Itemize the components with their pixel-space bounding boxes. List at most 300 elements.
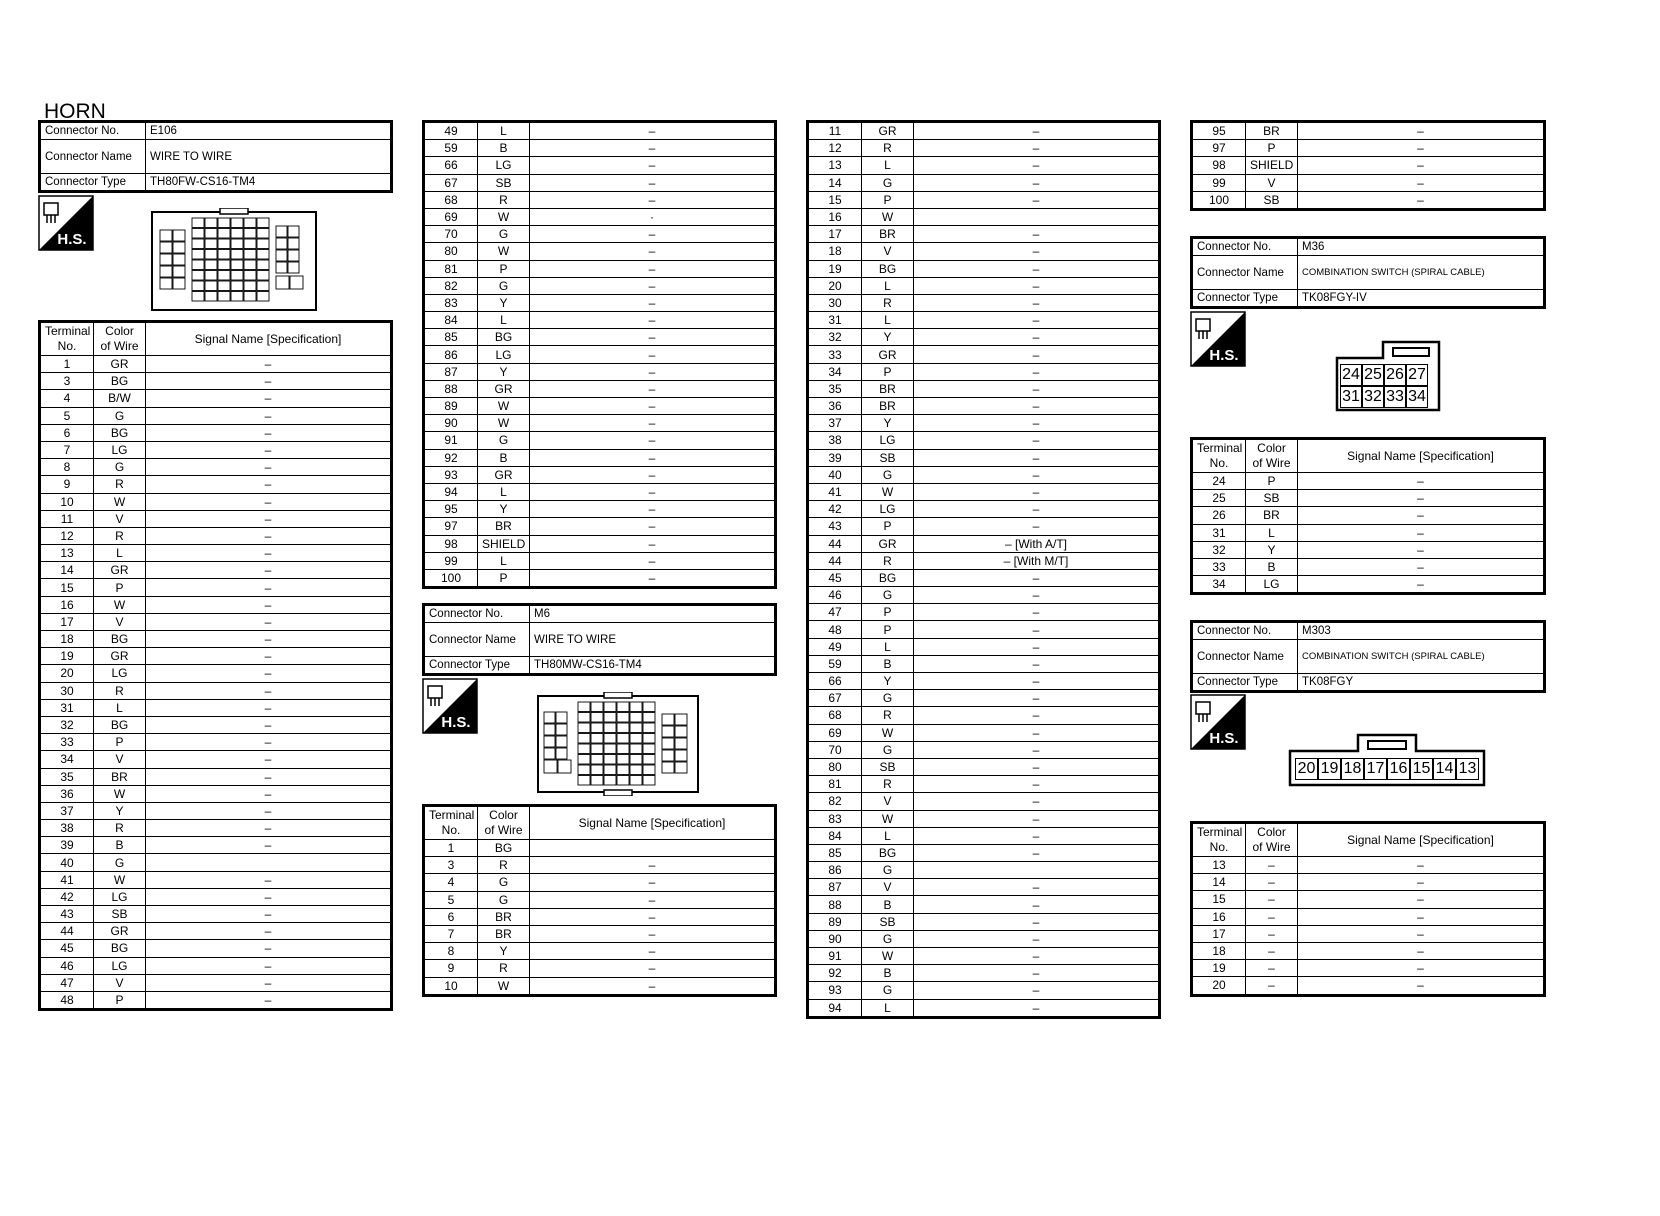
- table-row: [40, 940, 392, 957]
- connector-cavity: [205, 218, 217, 228]
- signal-name-cell: –: [146, 631, 392, 648]
- wire-color-cell: SHIELD: [1246, 157, 1298, 174]
- wire-color-cell: SB: [862, 449, 914, 466]
- terminal-table-2a: [422, 120, 777, 589]
- terminal-cell: 32: [40, 716, 94, 733]
- table-row: [424, 122, 776, 140]
- terminal-cell: 33: [1192, 558, 1246, 575]
- connector-cavity: [630, 776, 642, 786]
- terminal-cell: 89: [424, 398, 478, 415]
- signal-name-cell: –: [530, 891, 776, 908]
- connector-cavity: [192, 218, 204, 228]
- wire-color-cell: P: [862, 518, 914, 535]
- table-row: [424, 398, 776, 415]
- connector-cavity: [643, 734, 655, 744]
- wire-color-cell: LG: [94, 888, 146, 905]
- connector-cavity: [218, 229, 230, 239]
- wire-color-cell: G: [94, 854, 146, 871]
- signal-name-cell: –: [1298, 191, 1545, 209]
- connector-cavity: [591, 734, 603, 744]
- wire-color-cell: P: [94, 991, 146, 1009]
- wire-color-cell: B: [862, 965, 914, 982]
- wire-color-cell: P: [862, 363, 914, 380]
- table-row: [40, 734, 392, 751]
- column-4-info-m36: [1190, 236, 1546, 309]
- terminal-table-m36: [1190, 437, 1546, 595]
- terminal-cell: 69: [424, 208, 478, 225]
- table-row: [424, 208, 776, 225]
- col-header-terminal: Terminal No.: [40, 322, 94, 356]
- table-row: [1192, 857, 1545, 874]
- table-row: [40, 510, 392, 527]
- wire-color-cell: L: [94, 545, 146, 562]
- terminal-cell: 7: [424, 925, 478, 942]
- wire-color-cell: W: [862, 724, 914, 741]
- wire-color-cell: P: [862, 621, 914, 638]
- table-row: [1192, 925, 1545, 942]
- signal-name-cell: –: [914, 226, 1160, 243]
- signal-name-cell: –: [914, 432, 1160, 449]
- connector-cavity: [257, 271, 269, 281]
- signal-name-cell: –: [146, 648, 392, 665]
- signal-name-cell: –: [914, 191, 1160, 208]
- terminal-cell: 85: [424, 329, 478, 346]
- table-row: [1192, 977, 1545, 995]
- connector-cavity: [192, 239, 204, 249]
- connector-cavity: [617, 765, 629, 775]
- terminal-cell: 11: [808, 122, 862, 140]
- signal-name-cell: –: [914, 896, 1160, 913]
- connector-type-value: TK08FGY: [1298, 674, 1545, 692]
- table-row: [424, 925, 776, 942]
- terminal-cell: 37: [808, 415, 862, 432]
- table-row: [808, 174, 1160, 191]
- terminal-cell: 30: [808, 294, 862, 311]
- signal-name-cell: –: [914, 673, 1160, 690]
- signal-name-cell: –: [530, 943, 776, 960]
- wire-color-cell: W: [478, 208, 530, 225]
- wire-color-cell: GR: [862, 122, 914, 140]
- wire-color-cell: –: [1246, 960, 1298, 977]
- table-row: [40, 837, 392, 854]
- connector-cavity: [662, 762, 674, 773]
- table-row: [40, 802, 392, 819]
- connector-cavity: [604, 776, 616, 786]
- signal-name-cell: –: [146, 476, 392, 493]
- terminal-cell: 31: [808, 312, 862, 329]
- connector-cavity: [578, 765, 590, 775]
- hs-label: H.S.: [1209, 730, 1239, 747]
- terminal-cell: 15: [40, 579, 94, 596]
- signal-name-cell: –: [530, 380, 776, 397]
- table-row: [1192, 524, 1545, 541]
- terminal-cell: 39: [808, 449, 862, 466]
- signal-name-cell: –: [914, 965, 1160, 982]
- terminal-cell: 87: [808, 879, 862, 896]
- signal-name-cell: –: [146, 510, 392, 527]
- connector-cavity: [205, 250, 217, 260]
- page-title: HORN: [44, 100, 106, 123]
- wire-color-cell: R: [862, 707, 914, 724]
- signal-name-cell: –: [146, 356, 392, 373]
- terminal-cell: 92: [808, 965, 862, 982]
- col-header-terminal: Terminal No.: [424, 806, 478, 840]
- signal-name-cell: –: [1298, 960, 1545, 977]
- signal-name-cell: –: [1298, 874, 1545, 891]
- wire-color-cell: V: [94, 751, 146, 768]
- connector-cavity: [173, 266, 185, 277]
- signal-name-cell: –: [914, 346, 1160, 363]
- wire-color-cell: W: [478, 398, 530, 415]
- signal-name-cell: –: [530, 874, 776, 891]
- terminal-cell: 93: [424, 466, 478, 483]
- signal-name-cell: –: [914, 948, 1160, 965]
- terminal-cell: 82: [424, 277, 478, 294]
- wire-color-cell: BG: [94, 373, 146, 390]
- wire-color-cell: –: [1246, 908, 1298, 925]
- terminal-cell: 59: [424, 140, 478, 157]
- wire-color-cell: G: [478, 432, 530, 449]
- table-row: [808, 638, 1160, 655]
- pin-label: 16: [1387, 758, 1410, 780]
- connector-cavity: [578, 702, 590, 712]
- connector-cavity: [630, 755, 642, 765]
- wire-color-cell: LG: [94, 957, 146, 974]
- table-row: [808, 518, 1160, 535]
- table-row: [808, 741, 1160, 758]
- wire-color-cell: B: [478, 449, 530, 466]
- signal-name-cell: –: [530, 908, 776, 925]
- wire-color-cell: W: [862, 483, 914, 500]
- wire-color-cell: G: [862, 862, 914, 879]
- connector-cavity: [192, 250, 204, 260]
- table-row: [808, 363, 1160, 380]
- table-row: [424, 329, 776, 346]
- table-row: [424, 191, 776, 208]
- signal-name-cell: –: [530, 925, 776, 942]
- table-row: [40, 356, 392, 373]
- connector-cavity: [276, 250, 287, 261]
- terminal-table-3: [806, 120, 1161, 1019]
- terminal-cell: 81: [808, 776, 862, 793]
- signal-name-cell: –: [530, 535, 776, 552]
- terminal-cell: 32: [1192, 541, 1246, 558]
- wire-color-cell: G: [94, 459, 146, 476]
- pin-label: 32: [1362, 386, 1384, 408]
- table-row: [808, 724, 1160, 741]
- label-connector-type: Connector Type: [424, 657, 530, 675]
- wire-color-cell: W: [94, 785, 146, 802]
- signal-name-cell: –: [530, 857, 776, 874]
- signal-name-cell: –: [146, 682, 392, 699]
- connector-face-e106: [150, 208, 318, 312]
- signal-name-cell: –: [146, 940, 392, 957]
- connector-cavity: [617, 744, 629, 754]
- connector-cavity: [205, 260, 217, 270]
- table-row: [1192, 157, 1545, 174]
- table-row: [40, 888, 392, 905]
- terminal-cell: 81: [424, 260, 478, 277]
- table-row: [40, 974, 392, 991]
- terminal-cell: 5: [40, 407, 94, 424]
- terminal-cell: 20: [40, 665, 94, 682]
- signal-name-cell: –: [914, 758, 1160, 775]
- signal-name-cell: [530, 840, 776, 857]
- table-row: [808, 793, 1160, 810]
- terminal-table-m303: [1190, 821, 1546, 997]
- wire-color-cell: G: [94, 407, 146, 424]
- wire-color-cell: R: [94, 527, 146, 544]
- connector-cavity: [276, 262, 287, 273]
- connector-cavity: [544, 760, 557, 773]
- terminal-cell: 30: [40, 682, 94, 699]
- table-row: [808, 191, 1160, 208]
- wire-color-cell: B: [862, 655, 914, 672]
- connector-cavity: [604, 755, 616, 765]
- signal-name-cell: –: [530, 294, 776, 311]
- pin-label: 20: [1295, 758, 1318, 780]
- wire-color-cell: GR: [478, 466, 530, 483]
- wire-color-cell: LG: [94, 441, 146, 458]
- signal-name-cell: –: [914, 913, 1160, 930]
- table-row: [808, 707, 1160, 724]
- connector-cavity: [630, 734, 642, 744]
- signal-name-cell: –: [146, 716, 392, 733]
- connector-cavity: [257, 260, 269, 270]
- terminal-cell: 97: [1192, 140, 1246, 157]
- connector-cavity: [276, 276, 289, 289]
- connector-cavity: [192, 260, 204, 270]
- connector-cavity: [244, 281, 256, 291]
- table-row: [424, 483, 776, 500]
- terminal-cell: 86: [424, 346, 478, 363]
- wire-color-cell: G: [862, 690, 914, 707]
- table-row: [424, 415, 776, 432]
- wire-color-cell: L: [478, 122, 530, 140]
- terminal-cell: 12: [40, 527, 94, 544]
- terminal-cell: 80: [424, 243, 478, 260]
- terminal-cell: 93: [808, 982, 862, 999]
- table-row: [424, 226, 776, 243]
- signal-name-cell: –: [530, 260, 776, 277]
- connector-cavity: [257, 218, 269, 228]
- terminal-cell: 92: [424, 449, 478, 466]
- table-row: [1192, 576, 1545, 594]
- signal-name-cell: –: [146, 751, 392, 768]
- col-header-terminal: Terminal No.: [1192, 823, 1246, 857]
- table-row: [808, 329, 1160, 346]
- connector-cavity: [288, 250, 299, 261]
- terminal-cell: 14: [808, 174, 862, 191]
- wire-color-cell: SB: [862, 758, 914, 775]
- table-row: [1192, 140, 1545, 157]
- terminal-cell: 95: [1192, 122, 1246, 140]
- connector-cavity: [604, 702, 616, 712]
- connector-cavity: [643, 755, 655, 765]
- table-row: [40, 906, 392, 923]
- wire-color-cell: BR: [862, 226, 914, 243]
- table-row: [808, 879, 1160, 896]
- connector-cavity: [630, 713, 642, 723]
- signal-name-cell: –: [914, 157, 1160, 174]
- terminal-cell: 87: [424, 363, 478, 380]
- wire-color-cell: Y: [862, 415, 914, 432]
- wire-color-cell: LG: [94, 665, 146, 682]
- table-row: [40, 871, 392, 888]
- wire-color-cell: V: [94, 974, 146, 991]
- signal-name-cell: –: [1298, 174, 1545, 191]
- table-row: [40, 716, 392, 733]
- wire-color-cell: SB: [1246, 490, 1298, 507]
- signal-name-cell: –: [146, 390, 392, 407]
- wire-color-cell: V: [94, 613, 146, 630]
- table-row: [808, 122, 1160, 140]
- signal-name-cell: ·: [530, 208, 776, 225]
- table-row: [40, 579, 392, 596]
- table-row: [808, 810, 1160, 827]
- terminal-cell: 83: [808, 810, 862, 827]
- terminal-cell: 66: [424, 157, 478, 174]
- connector-no-value: M303: [1298, 622, 1545, 640]
- column-4-info-m303: [1190, 620, 1546, 693]
- terminal-cell: 68: [424, 191, 478, 208]
- terminal-cell: 35: [808, 380, 862, 397]
- connector-cavity: [578, 713, 590, 723]
- terminal-cell: 9: [40, 476, 94, 493]
- terminal-cell: 11: [40, 510, 94, 527]
- table-row: [808, 896, 1160, 913]
- terminal-cell: 43: [808, 518, 862, 535]
- signal-name-cell: –: [914, 707, 1160, 724]
- wire-color-cell: BR: [1246, 122, 1298, 140]
- connector-cavity: [231, 271, 243, 281]
- table-row: [1192, 122, 1545, 140]
- signal-name-cell: –: [530, 415, 776, 432]
- signal-name-cell: –: [530, 432, 776, 449]
- terminal-cell: 4: [424, 874, 478, 891]
- connector-cavity: [591, 702, 603, 712]
- table-row: [424, 977, 776, 995]
- signal-name-cell: –: [914, 501, 1160, 518]
- signal-name-cell: –: [914, 483, 1160, 500]
- connector-cavity: [257, 239, 269, 249]
- col-header-signal: Signal Name [Specification]: [1298, 439, 1545, 473]
- table-row: [40, 991, 392, 1009]
- table-row: [808, 432, 1160, 449]
- signal-name-cell: –: [530, 501, 776, 518]
- wire-color-cell: W: [478, 977, 530, 995]
- signal-name-cell: [146, 854, 392, 871]
- signal-name-cell: –: [530, 312, 776, 329]
- harness-side-icon: [1190, 311, 1246, 367]
- wire-color-cell: G: [862, 930, 914, 947]
- signal-name-cell: –: [146, 579, 392, 596]
- terminal-cell: 15: [808, 191, 862, 208]
- table-row: [1192, 908, 1545, 925]
- terminal-cell: 9: [424, 960, 478, 977]
- wire-color-cell: GR: [94, 356, 146, 373]
- terminal-table-1: [38, 320, 393, 1011]
- table-row: [1192, 174, 1545, 191]
- terminal-cell: 17: [40, 613, 94, 630]
- connector-cavity: [556, 712, 567, 723]
- table-row: [424, 140, 776, 157]
- wire-color-cell: L: [862, 157, 914, 174]
- signal-name-cell: –: [1298, 140, 1545, 157]
- connector-cavity: [244, 229, 256, 239]
- column-2-info: [422, 603, 777, 676]
- terminal-cell: 16: [40, 596, 94, 613]
- table-row: [1192, 473, 1545, 490]
- terminal-cell: 38: [40, 820, 94, 837]
- signal-name-cell: –: [530, 960, 776, 977]
- wire-color-cell: SB: [1246, 191, 1298, 209]
- signal-name-cell: –: [914, 329, 1160, 346]
- signal-name-cell: –: [530, 174, 776, 191]
- signal-name-cell: –: [914, 363, 1160, 380]
- terminal-cell: 14: [40, 562, 94, 579]
- terminal-cell: 20: [1192, 977, 1246, 995]
- signal-name-cell: –: [146, 768, 392, 785]
- signal-name-cell: –: [914, 380, 1160, 397]
- pin-label: 14: [1433, 758, 1456, 780]
- table-row: [40, 613, 392, 630]
- table-row: [40, 407, 392, 424]
- table-row: [40, 631, 392, 648]
- signal-name-cell: –: [1298, 908, 1545, 925]
- terminal-cell: 26: [1192, 507, 1246, 524]
- terminal-cell: 90: [424, 415, 478, 432]
- terminal-cell: 10: [40, 493, 94, 510]
- signal-name-cell: –: [914, 569, 1160, 586]
- wire-color-cell: SB: [478, 174, 530, 191]
- terminal-cell: 38: [808, 432, 862, 449]
- label-connector-type: Connector Type: [1192, 290, 1298, 308]
- terminal-cell: 48: [808, 621, 862, 638]
- terminal-cell: 82: [808, 793, 862, 810]
- wire-color-cell: BG: [94, 716, 146, 733]
- column-1: [38, 120, 393, 193]
- table-row: [40, 682, 392, 699]
- signal-name-cell: –: [146, 734, 392, 751]
- signal-name-cell: –: [530, 552, 776, 569]
- table-row: [1192, 541, 1545, 558]
- connector-cavity: [205, 281, 217, 291]
- signal-name-cell: –: [914, 294, 1160, 311]
- connector-no-value: M36: [1298, 238, 1545, 256]
- terminal-cell: 3: [424, 857, 478, 874]
- signal-name-cell: –: [146, 888, 392, 905]
- connector-cavity: [591, 744, 603, 754]
- signal-name-cell: –: [914, 999, 1160, 1017]
- connector-name-value: COMBINATION SWITCH (SPIRAL CABLE): [1298, 640, 1545, 674]
- pin-label: 18: [1341, 758, 1364, 780]
- connector-cavity: [231, 292, 243, 302]
- signal-name-cell: –: [914, 518, 1160, 535]
- signal-name-cell: –: [530, 518, 776, 535]
- terminal-cell: 49: [808, 638, 862, 655]
- connector-cavity: [192, 281, 204, 291]
- table-row: [808, 604, 1160, 621]
- connector-cavity: [218, 292, 230, 302]
- wire-color-cell: R: [862, 140, 914, 157]
- signal-name-cell: –: [1298, 524, 1545, 541]
- connector-cavity: [276, 226, 287, 237]
- connector-no-value: M6: [530, 605, 776, 623]
- col-header-signal: Signal Name [Specification]: [146, 322, 392, 356]
- wire-color-cell: P: [94, 579, 146, 596]
- connector-cavity: [591, 723, 603, 733]
